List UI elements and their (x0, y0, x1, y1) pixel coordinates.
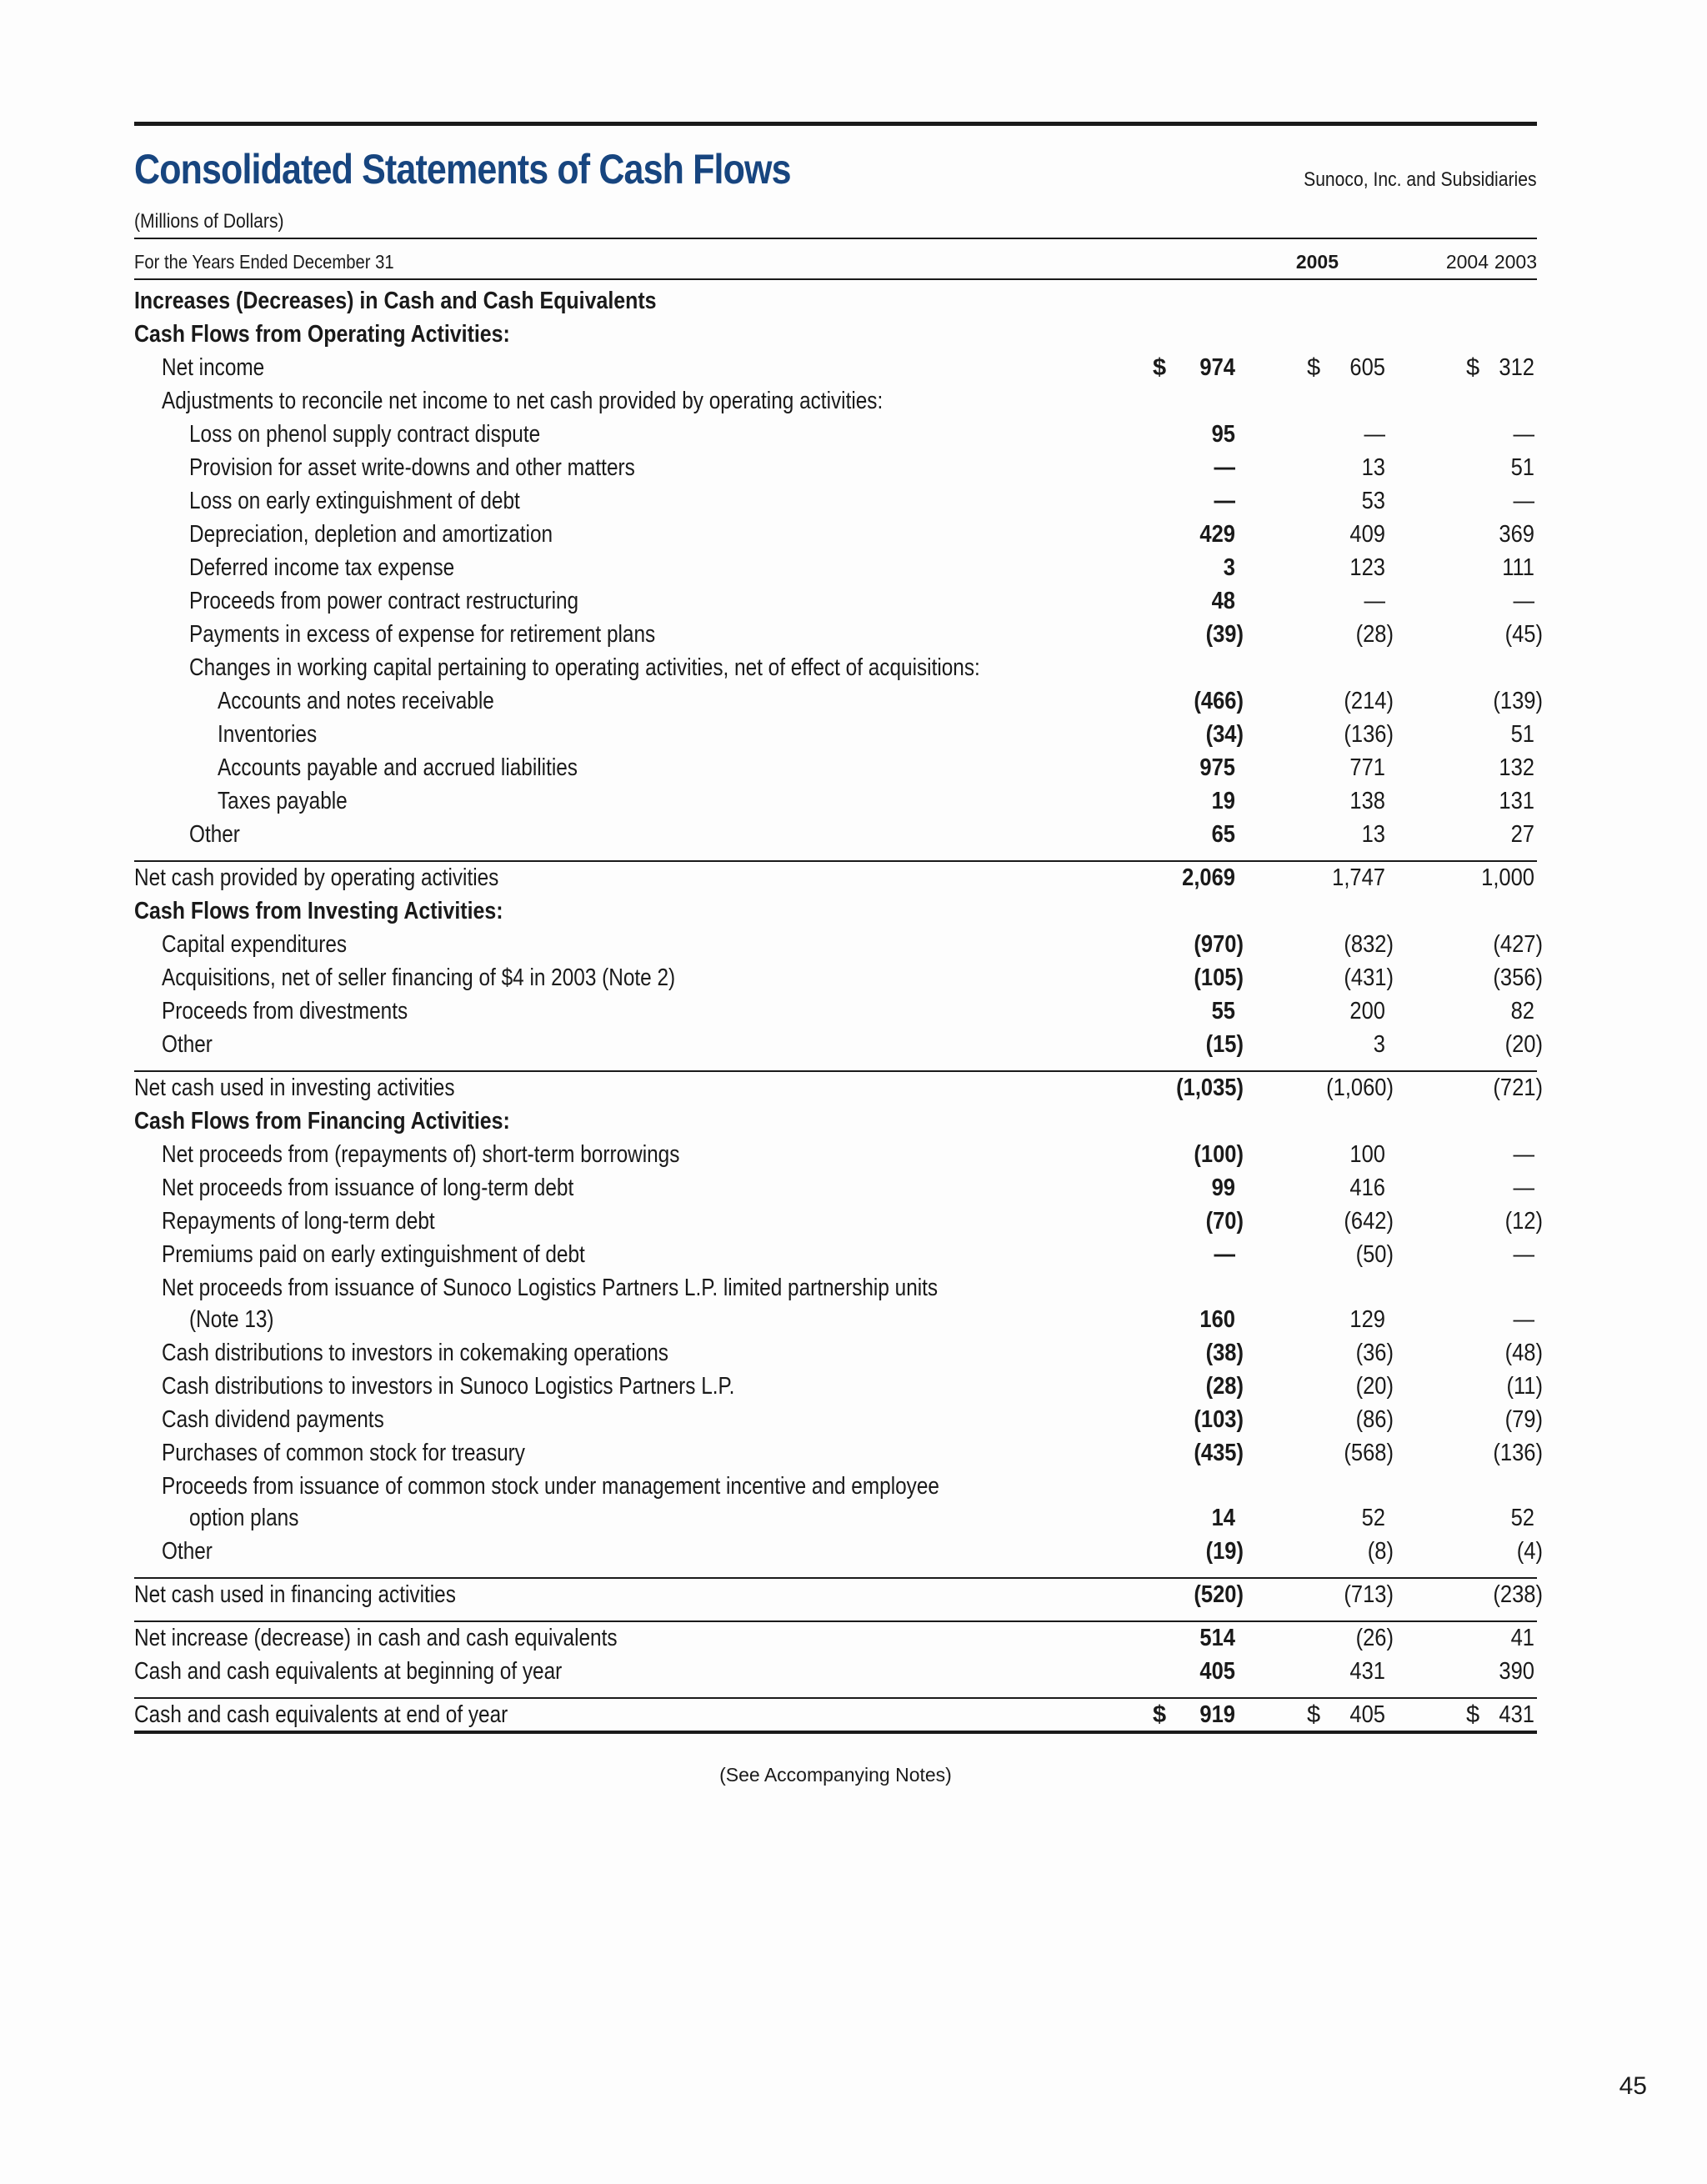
value-2004: (713) (1344, 1581, 1394, 1608)
row-label: Net increase (decrease) in cash and cash equivalents (134, 1625, 618, 1651)
value-2004: 100 (1349, 1141, 1385, 1168)
row-label: Premiums paid on early extinguishment of debt (162, 1241, 585, 1268)
value-2004: (50) (1355, 1241, 1394, 1268)
value-2004: (431) (1344, 964, 1394, 991)
value-2003: 52 (1510, 1505, 1534, 1531)
value-2004: 123 (1349, 554, 1385, 581)
row-label: Net proceeds from issuance of Sunoco Logistics Partners L.P. limited partnership units (162, 1275, 939, 1301)
value-2005: (105) (1194, 964, 1244, 991)
value-2005: (28) (1205, 1373, 1244, 1400)
value-2003: (11) (1506, 1373, 1543, 1400)
row-label: Proceeds from divestments (162, 998, 408, 1024)
value-2003: 51 (1510, 721, 1534, 748)
column-header-row (134, 251, 1537, 278)
value-2004: 13 (1361, 454, 1385, 481)
table-row (134, 1272, 1537, 1304)
value-2005: 919 (1199, 1701, 1235, 1728)
row-label: Net proceeds from issuance of long-term debt (162, 1175, 574, 1201)
value-2003: 111 (1502, 554, 1534, 581)
row-label: Capital expenditures (162, 931, 348, 958)
value-2005: (39) (1205, 621, 1244, 648)
table-row (134, 1205, 1543, 1237)
section-heading (134, 895, 1537, 927)
value-2005: 55 (1211, 998, 1235, 1024)
value-2004: (642) (1344, 1208, 1394, 1235)
value-2005: (15) (1205, 1031, 1244, 1058)
row-label: Repayments of long-term debt (162, 1208, 435, 1235)
value-2003: (79) (1504, 1406, 1543, 1433)
value-2003: 41 (1510, 1625, 1534, 1651)
table-row (134, 385, 1537, 417)
value-2004: 409 (1349, 521, 1385, 548)
value-2003: (45) (1504, 621, 1543, 648)
table-row (134, 418, 1537, 450)
row-label: Other (162, 1538, 213, 1565)
table-row (134, 585, 1537, 617)
value-2005: 95 (1211, 421, 1235, 448)
row-label: Net income (162, 354, 265, 381)
table-row (134, 929, 1543, 960)
value-2003: (12) (1504, 1208, 1543, 1235)
row-label: Deferred income tax expense (189, 554, 455, 581)
value-2004: 405 (1349, 1701, 1385, 1728)
value-2005: 514 (1199, 1625, 1235, 1651)
table-row (134, 619, 1543, 650)
table-row (134, 1304, 1537, 1335)
value-2004: 13 (1361, 821, 1385, 848)
row-label: Acquisitions, net of seller financing of $4 in 2003 (Note 2) (162, 964, 676, 991)
row-label: Net proceeds from (repayments of) short-term borrowings (162, 1141, 680, 1168)
value-2004: (28) (1355, 621, 1394, 648)
value-2003: 1,000 (1481, 864, 1534, 891)
row-label: (Note 13) (189, 1306, 274, 1333)
value-2005: 974 (1199, 354, 1235, 381)
value-2005: (520) (1194, 1581, 1244, 1608)
value-2003: (356) (1493, 964, 1543, 991)
value-2004: 771 (1349, 754, 1385, 781)
value-2004: 1,747 (1332, 864, 1385, 891)
table-row (134, 1239, 1537, 1270)
total-row (134, 1070, 1543, 1104)
value-2003: — (1513, 421, 1534, 448)
row-label: Accounts and notes receivable (218, 688, 494, 714)
table-row (134, 719, 1537, 750)
table-row (134, 1172, 1537, 1204)
value-2005: 160 (1199, 1306, 1235, 1333)
value-2005: (1,035) (1176, 1074, 1244, 1101)
value-2005: 3 (1223, 554, 1235, 581)
table-row (134, 962, 1543, 994)
value-2004: 431 (1349, 1658, 1385, 1685)
value-2004: — (1364, 421, 1385, 448)
row-label: option plans (189, 1505, 299, 1531)
table-row (134, 752, 1537, 784)
row-label: Net cash used in investing activities (134, 1074, 455, 1101)
table-row (134, 485, 1537, 517)
value-2004: 3 (1373, 1031, 1385, 1058)
row-label: Other (189, 821, 240, 848)
value-2003: (20) (1504, 1031, 1543, 1058)
row-label: Depreciation, depletion and amortization (189, 521, 553, 548)
currency-symbol: $ (1153, 1701, 1167, 1728)
value-2005: 65 (1211, 821, 1235, 848)
value-2005: 48 (1211, 588, 1235, 614)
value-2003: 312 (1499, 354, 1534, 381)
value-2005: 19 (1211, 788, 1235, 814)
value-2004: 129 (1349, 1306, 1385, 1333)
value-2004: (26) (1355, 1625, 1394, 1651)
table-row (134, 452, 1537, 483)
currency-symbol: $ (1466, 354, 1480, 381)
header-rule-bottom (134, 278, 1537, 280)
top-rule (134, 122, 1537, 126)
value-2003: — (1513, 1175, 1534, 1201)
table-row (134, 352, 1537, 383)
currency-symbol: $ (1153, 354, 1167, 381)
row-label: Accounts payable and accrued liabilities (218, 754, 578, 781)
currency-symbol: $ (1307, 354, 1321, 381)
total-row (134, 1620, 1537, 1654)
table-row (134, 652, 1537, 684)
table-row (134, 1656, 1537, 1687)
currency-symbol: $ (1307, 1701, 1321, 1728)
table-row (134, 1337, 1543, 1369)
value-2003: — (1513, 488, 1534, 514)
company-name: Sunoco, Inc. and Subsidiaries (1304, 168, 1537, 191)
value-2003: 369 (1499, 521, 1534, 548)
row-label: Cash Flows from Financing Activities: (134, 1108, 510, 1135)
year-2004-header: 2004 (1445, 251, 1489, 273)
value-2004: 52 (1361, 1505, 1385, 1531)
table-row (134, 785, 1537, 817)
period-label: For the Years Ended December 31 (134, 251, 394, 273)
row-label: Net cash used in financing activities (134, 1581, 456, 1608)
value-2004: (8) (1367, 1538, 1394, 1565)
value-2003: (427) (1493, 931, 1543, 958)
page-title: Consolidated Statements of Cash Flows (134, 146, 791, 193)
value-2004: (214) (1344, 688, 1394, 714)
row-label: Cash dividend payments (162, 1406, 384, 1433)
value-2003: — (1513, 1141, 1534, 1168)
value-2004: 605 (1349, 354, 1385, 381)
value-2003: (4) (1516, 1538, 1543, 1565)
table-row (134, 1404, 1543, 1435)
value-2004: (1,060) (1326, 1074, 1394, 1101)
value-2003: 132 (1499, 754, 1534, 781)
section-heading (134, 318, 1537, 350)
table-row (134, 552, 1537, 584)
value-2005: 975 (1199, 754, 1235, 781)
value-2005: (466) (1194, 688, 1244, 714)
value-2004: (832) (1344, 931, 1394, 958)
value-2003: 131 (1499, 788, 1534, 814)
table-row (134, 1370, 1543, 1402)
header-rule (134, 238, 1537, 239)
total-row (134, 860, 1537, 894)
table-row (134, 819, 1537, 850)
value-2003: 390 (1499, 1658, 1534, 1685)
row-label: Net cash provided by operating activities (134, 864, 499, 891)
table-row (134, 1437, 1543, 1469)
value-2005: (435) (1194, 1440, 1244, 1466)
value-2003: — (1513, 588, 1534, 614)
value-2003: (238) (1493, 1581, 1543, 1608)
row-label: Cash distributions to investors in Sunoco Logistics Partners L.P. (162, 1373, 735, 1400)
value-2003: 27 (1510, 821, 1534, 848)
value-2004: 138 (1349, 788, 1385, 814)
value-2004: (36) (1355, 1340, 1394, 1366)
row-label: Loss on phenol supply contract dispute (189, 421, 541, 448)
value-2005: (100) (1194, 1141, 1244, 1168)
table-row (134, 995, 1537, 1027)
value-2003: — (1513, 1306, 1534, 1333)
units-note: (Millions of Dollars) (134, 210, 284, 233)
row-label: Changes in working capital pertaining to operating activities, net of effect of acquisitions: (189, 654, 980, 681)
section-heading (134, 1105, 1537, 1137)
row-label: Cash Flows from Investing Activities: (134, 898, 503, 924)
currency-symbol: $ (1466, 1701, 1480, 1728)
row-label: Adjustments to reconcile net income to net cash provided by operating activities: (162, 388, 884, 414)
value-2003: (136) (1493, 1440, 1543, 1466)
value-2005: (970) (1194, 931, 1244, 958)
value-2003: (721) (1493, 1074, 1543, 1101)
value-2005: 14 (1211, 1505, 1235, 1531)
value-2004: 53 (1361, 488, 1385, 514)
row-label: Taxes payable (218, 788, 348, 814)
value-2003: — (1513, 1241, 1534, 1268)
row-label: Cash distributions to investors in cokemaking operations (162, 1340, 668, 1366)
value-2004: (20) (1355, 1373, 1394, 1400)
row-label: Proceeds from issuance of common stock under management incentive and employee (162, 1473, 939, 1500)
table-row (134, 1535, 1543, 1567)
row-label: Other (162, 1031, 213, 1058)
row-label: Cash and cash equivalents at end of year (134, 1701, 508, 1728)
year-2005-header: 2005 (1295, 251, 1339, 273)
value-2005: (70) (1205, 1208, 1244, 1235)
value-2005: (38) (1205, 1340, 1244, 1366)
total-row (134, 1697, 1537, 1734)
total-row (134, 1577, 1543, 1610)
value-2003: 431 (1499, 1701, 1534, 1728)
value-2004: 416 (1349, 1175, 1385, 1201)
row-label: Inventories (218, 721, 318, 748)
value-2005: — (1214, 454, 1235, 481)
table-row (134, 518, 1537, 550)
row-label: Increases (Decreases) in Cash and Cash Equivalents (134, 288, 657, 314)
value-2004: (136) (1344, 721, 1394, 748)
value-2005: 99 (1211, 1175, 1235, 1201)
value-2005: 2,069 (1182, 864, 1235, 891)
table-row (134, 1029, 1543, 1060)
table-row (134, 1502, 1537, 1534)
footnote: (See Accompanying Notes) (719, 1764, 952, 1786)
page-number: 45 (1619, 2072, 1647, 2100)
value-2004: (86) (1355, 1406, 1394, 1433)
value-2005: 429 (1199, 521, 1235, 548)
value-2003: (139) (1493, 688, 1543, 714)
section-heading (134, 285, 1537, 317)
row-label: Cash and cash equivalents at beginning of year (134, 1658, 563, 1685)
row-label: Purchases of common stock for treasury (162, 1440, 525, 1466)
value-2005: — (1214, 488, 1235, 514)
table-row (134, 685, 1543, 717)
value-2004: (568) (1344, 1440, 1394, 1466)
row-label: Proceeds from power contract restructuring (189, 588, 579, 614)
value-2005: (19) (1205, 1538, 1244, 1565)
value-2005: (103) (1194, 1406, 1244, 1433)
value-2005: — (1214, 1241, 1235, 1268)
year-2003-header: 2003 (1494, 251, 1537, 273)
value-2004: — (1364, 588, 1385, 614)
value-2003: 82 (1510, 998, 1534, 1024)
value-2005: 405 (1199, 1658, 1235, 1685)
table-row (134, 1139, 1537, 1170)
row-label: Payments in excess of expense for retirement plans (189, 621, 656, 648)
value-2004: 200 (1349, 998, 1385, 1024)
value-2003: 51 (1510, 454, 1534, 481)
row-label: Provision for asset write-downs and other matters (189, 454, 635, 481)
value-2005: (34) (1205, 721, 1244, 748)
value-2003: (48) (1504, 1340, 1543, 1366)
row-label: Loss on early extinguishment of debt (189, 488, 520, 514)
table-row (134, 1470, 1537, 1502)
row-label: Cash Flows from Operating Activities: (134, 321, 510, 348)
